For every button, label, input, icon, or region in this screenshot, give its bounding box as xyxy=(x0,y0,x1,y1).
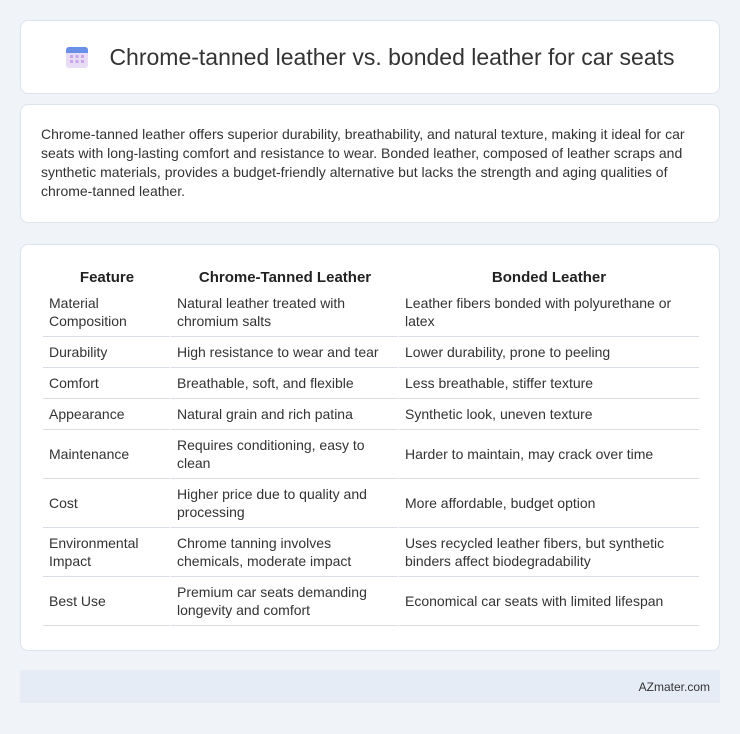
table-row xyxy=(43,368,699,399)
bonded-cell: Less breathable, stiffer texture xyxy=(399,368,699,399)
bonded-cell: Uses recycled leather fibers, but synthetic binders affect biodegradability xyxy=(399,528,699,577)
summary-text: Chrome-tanned leather offers superior durability, breathability, and natural texture, making it ideal for car seats with long-lasting comfort and resistance to wear. Bonded leather, composed of leather scraps and synthetic materials, provides a budget-friendly alternative but lacks the strength and aging qualities of chrome-tanned leather. xyxy=(41,126,685,199)
bonded-cell: Lower durability, prone to peeling xyxy=(399,337,699,368)
chrome-cell: Chrome tanning involves chemicals, moderate impact xyxy=(171,528,399,577)
bonded-cell: More affordable, budget option xyxy=(399,479,699,528)
feature-cell: Environmental Impact xyxy=(43,528,171,577)
table-row xyxy=(43,337,699,368)
calendar-icon xyxy=(65,45,89,69)
feature-cell: Maintenance xyxy=(43,430,171,479)
table-row xyxy=(43,399,699,430)
table-row xyxy=(43,479,699,528)
comparison-table xyxy=(43,265,699,626)
bonded-cell: Leather fibers bonded with polyurethane or latex xyxy=(399,288,699,337)
table-row xyxy=(43,577,699,626)
summary-card xyxy=(20,104,720,223)
comparison-table-card xyxy=(20,244,720,651)
chrome-cell: Premium car seats demanding longevity and comfort xyxy=(171,577,399,626)
feature-cell: Cost xyxy=(43,479,171,528)
header-chrome-tanned: Chrome-Tanned Leather xyxy=(198,269,372,286)
bonded-cell: Harder to maintain, may crack over time xyxy=(399,430,699,479)
header-feature: Feature xyxy=(79,269,135,286)
feature-cell: Durability xyxy=(43,337,171,368)
feature-cell: Comfort xyxy=(43,368,171,399)
table-row xyxy=(43,430,699,479)
chrome-cell: Natural leather treated with chromium salts xyxy=(171,288,399,337)
title-card xyxy=(20,20,720,94)
table-row xyxy=(43,528,699,577)
footer-bar xyxy=(20,670,720,703)
chrome-cell: Breathable, soft, and flexible xyxy=(171,368,399,399)
chrome-cell: Higher price due to quality and processing xyxy=(171,479,399,528)
feature-cell: Material Composition xyxy=(43,288,171,337)
footer-brand[interactable]: AZmater.com xyxy=(638,679,710,694)
feature-cell: Best Use xyxy=(43,577,171,626)
chrome-cell: Requires conditioning, easy to clean xyxy=(171,430,399,479)
bonded-cell: Synthetic look, uneven texture xyxy=(399,399,699,430)
page-title: Chrome-tanned leather vs. bonded leather for car seats xyxy=(109,43,675,70)
table-header-row xyxy=(43,265,699,288)
bonded-cell: Economical car seats with limited lifespan xyxy=(399,577,699,626)
chrome-cell: High resistance to wear and tear xyxy=(171,337,399,368)
header-bonded: Bonded Leather xyxy=(491,269,607,286)
chrome-cell: Natural grain and rich patina xyxy=(171,399,399,430)
table-row xyxy=(43,288,699,337)
feature-cell: Appearance xyxy=(43,399,171,430)
